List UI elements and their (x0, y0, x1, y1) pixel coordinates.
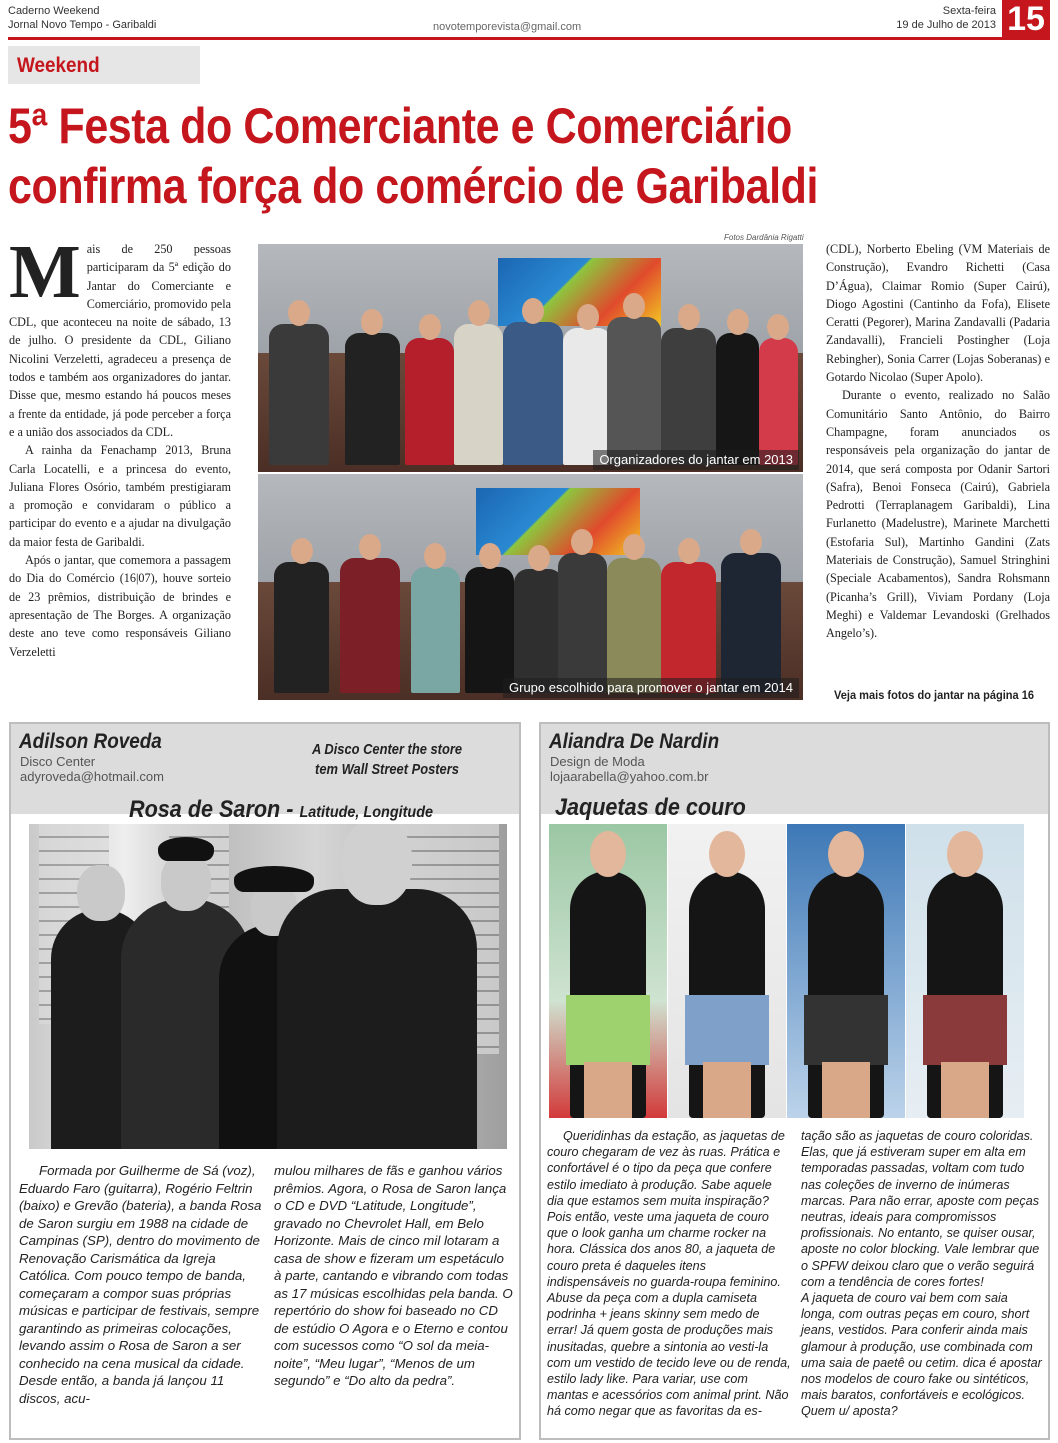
article-paragraph (9, 230, 231, 441)
author-name: Aliandra De Nardin (549, 730, 720, 753)
fashion-text-col2 (801, 1128, 1044, 1420)
sponsor-line: tem Wall Street Posters (315, 761, 459, 778)
headline-line1: 5ª Festa do Comerciante e Comerciário (8, 98, 792, 154)
header-left (8, 4, 156, 32)
section-tag (8, 46, 200, 84)
person (759, 338, 797, 466)
person (558, 553, 607, 693)
head (161, 853, 211, 911)
paper-name: Jornal Novo Tempo - Garibaldi (8, 19, 157, 31)
paragraph: mulou milhares de fãs e ganhou vários prêmios. Agora, o Rosa de Saron lança o CD e DVD “Latitude, Longitude”, gravado no Chevrolet Hall, em Belo Horizonte. Mais de cinco mil lotaram a casa de show e fizeram um espetáculo à parte, cantando e vibrando com todas as 17 músicas escolhidas pela banda. O repertório do show foi baseado no CD de estúdio O Agora e o Eterno e contou com sucessos como “O sol da meia-noite”, “Meu lugar”, “Menos de um segundo” e “Do alto da pedra”. (274, 1163, 513, 1388)
legs (584, 1062, 631, 1118)
person (345, 333, 400, 465)
band-member (277, 889, 477, 1149)
more-photos-link[interactable]: Veja mais fotos do jantar na página 16 (834, 688, 1035, 702)
photo-organizers-2013 (258, 244, 803, 472)
drop-cap: M (9, 230, 81, 314)
person (465, 567, 514, 694)
page-header (8, 0, 1050, 40)
music-text-col1 (19, 1162, 265, 1407)
article-column-2 (826, 240, 1050, 643)
sponsor-note (310, 740, 465, 780)
person (340, 558, 400, 694)
header-email[interactable]: novotemporevista@gmail.com (433, 21, 582, 33)
person (269, 324, 329, 465)
author-email[interactable]: lojaarabella@yahoo.com.br (550, 769, 709, 784)
article-text: ais de 250 pessoas participaram da 5ª edição do Jantar do Comerciante e Comerciário, promovido pela CDL, que aconteceu na noite de sábado, 13 de julho. O presidente da CDL, Giliano Nicolini Verzeletti, agradeceu a presença de todos e também aos organizadores do jantar. Disse que, mesmo estando há poucos meses a frente da entidade, já pode perceber a força e a união dos associados da CDL. (9, 242, 231, 439)
band-photo (29, 824, 507, 1149)
section-name: Caderno Weekend (8, 5, 100, 17)
person (454, 324, 503, 465)
article-paragraph: A rainha da Fenachamp 2013, Bruna Carla Locatelli, e a princesa do evento, Juliana Flores Osório, também prestigiaram a promoção e convidaram o público a participar do evento e a ajudar na divulgação da maior festa de Garibaldi. (9, 443, 231, 549)
headline-line2: confirma força do comércio de Garibaldi (8, 158, 818, 214)
person (607, 317, 662, 465)
sponsor-line: A Disco Center the store (311, 741, 463, 758)
skirt (685, 995, 770, 1066)
person (661, 562, 716, 693)
paragraph: tação são as jaquetas de couro coloridas. Elas, que já estiveram super em alta em temporadas passadas, voltam com tudo nas coleções de inverno de inúmeras marcas. Para não errar, aposte com peças neutras, ideais para compromissos profissionais. No entanto, se quiser ousar, aposte no color blocking. Vale lembrar que o SPFW deixou claro que o verão seguirá com a tendência de cores fortes! (801, 1129, 1040, 1289)
person (274, 562, 329, 693)
person (721, 553, 781, 693)
cdl-banner (476, 488, 640, 556)
person (405, 338, 454, 466)
paragraph: A jaqueta de couro vai bem com saia longa, com outras peças em couro, short jeans, vestidos. Para conferir ainda mais glamour à produção, use combinada com uma saia de paetê ou cetim. dica é apostar nos modelos de couro fake ou sintéticos, mais baratos, confortáveis e ecológicos. Quem u/ aposta? (801, 1291, 1042, 1419)
cowboy-hat (234, 866, 314, 892)
title-main: Rosa de Saron - (129, 796, 300, 823)
page-number: 15 (1002, 0, 1050, 38)
fashion-photo-2 (668, 824, 786, 1118)
person (563, 328, 612, 465)
fashion-photo-4 (906, 824, 1024, 1118)
fashion-photo-3 (787, 824, 905, 1118)
date: 19 de Julho de 2013 (896, 19, 996, 31)
column-title: Jaquetas de couro (555, 794, 746, 821)
paragraph: Formada por Guilherme de Sá (voz), Eduardo Faro (guitarra), Rogério Feltrin (baixo) e Grevão (bateria), a banda Rosa de Saron surgiu em 1988 na cidade de Campinas (SP), dentro do movimento de Renovação Carismática da Igreja Católica. Com pouco tempo de banda, começaram a compor suas próprias músicas e participar de festivais, sempre garantindo as primeiras colocações, levando assim o Rosa de Saron a ser conhecido na cena musical da cidade. Desde então, a banda já lançou 11 discos, acu- (19, 1163, 262, 1406)
author-role: Design de Moda (550, 754, 645, 769)
title-sub: Latitude, Longitude (299, 804, 434, 821)
person (503, 322, 563, 466)
article-column-1 (9, 230, 231, 661)
weekday: Sexta-feira (942, 5, 996, 17)
fashion-text-col1 (547, 1128, 792, 1420)
cap (158, 837, 214, 861)
head (77, 865, 125, 921)
legs (822, 1062, 869, 1118)
skirt (804, 995, 889, 1066)
author-name: Adilson Roveda (19, 730, 162, 753)
article-paragraph: (CDL), Norberto Ebeling (VM Materiais de Construção), Evandro Richetti (Casa D’Água), Claimar Romio (Super Cairú), Diogo Agostini (Cantinho da Fofa), Elisete Ceratti (Pegorer), Marina Zandavalli (Padaria Zandavalli), Francieli Postingher (Loja Rebingher), Sonia Carrer (Lojas Soberanas) e Gotardo Nicolao (Super Apolo). (826, 242, 1050, 385)
legs (941, 1062, 988, 1118)
photo-caption: Grupo escolhido para promover o jantar em 2014 (503, 678, 799, 698)
column-title (129, 796, 433, 827)
article-paragraph: Durante o evento, realizado no Salão Comunitário Santo Antônio, do Bairro Champagne, foram anunciados os responsáveis pela organização do jantar de 2014, que será composta por Odanir Sartori (Safra), Benoi Fonseca (Cairú), Gabriela Pedrotti (Terraplanagem Garibaldi), Lina Furlanetto (Madelustre), Marinete Marchetti (Estofaria Sul), Martinho Gandini (Zats Materiais de Construção), Samuel Stringhini (Speciale Acabamentos), Sandra Rohsmann (Picanha’s Grill), Viviam Pordany (Loja Meghi) e Valdemar Levandoski (Grelhados Angelo’s). (826, 388, 1050, 641)
fashion-photo-1 (549, 824, 667, 1118)
paragraph: Queridinhas da estação, as jaquetas de couro chegaram de vez às ruas. Prática e confortável é o tipo da peça que confere estilo imediato à produção. Sabe aquele dia que estamos sem muita inspiração? Pois então, veste uma jaqueta de couro que o look ganha um charme rocker na hora. Clássica dos anos 80, a jaqueta de couro preta é daqueles itens indispensáveis no guarda-roupa feminino. Abuse da peça com a dupla camiseta podrinha + jeans skinny sem medo de errar! Já quem gosta de produções mais inusitadas, quebre a sintonia ao vesti-la com um vestido de tecido leve ou de renda, estilo lady like. Para variar, use com mantas e acessórios com animal print. Não há como negar que as favoritas da es- (547, 1129, 791, 1419)
header-date (896, 4, 996, 32)
photo-credit: Fotos Dardânia Rigatti (724, 233, 804, 242)
photo-caption: Organizadores do jantar em 2013 (593, 450, 799, 470)
music-text-col2 (274, 1162, 514, 1390)
headline (8, 96, 902, 216)
music-column (9, 722, 521, 1440)
author-email[interactable]: adyroveda@hotmail.com (20, 769, 164, 784)
person (411, 567, 460, 694)
person (716, 333, 760, 465)
person (607, 558, 662, 694)
article-paragraph: Após o jantar, que comemora a passagem do Dia do Comércio (16|07), houve sorteio de 23 prêmios, distribuição de brindes e apresentação de The Borges. A organização deste ano teve como responsáveis Giliano Verzeletti (9, 553, 231, 659)
person (514, 569, 563, 693)
dress (923, 995, 1008, 1066)
dress (566, 995, 651, 1066)
author-role: Disco Center (20, 754, 96, 769)
head (342, 824, 412, 905)
legs (703, 1062, 750, 1118)
photo-group-2014 (258, 474, 803, 700)
person (661, 328, 716, 465)
section-tag-label: Weekend (17, 54, 100, 77)
fashion-column (539, 722, 1050, 1440)
